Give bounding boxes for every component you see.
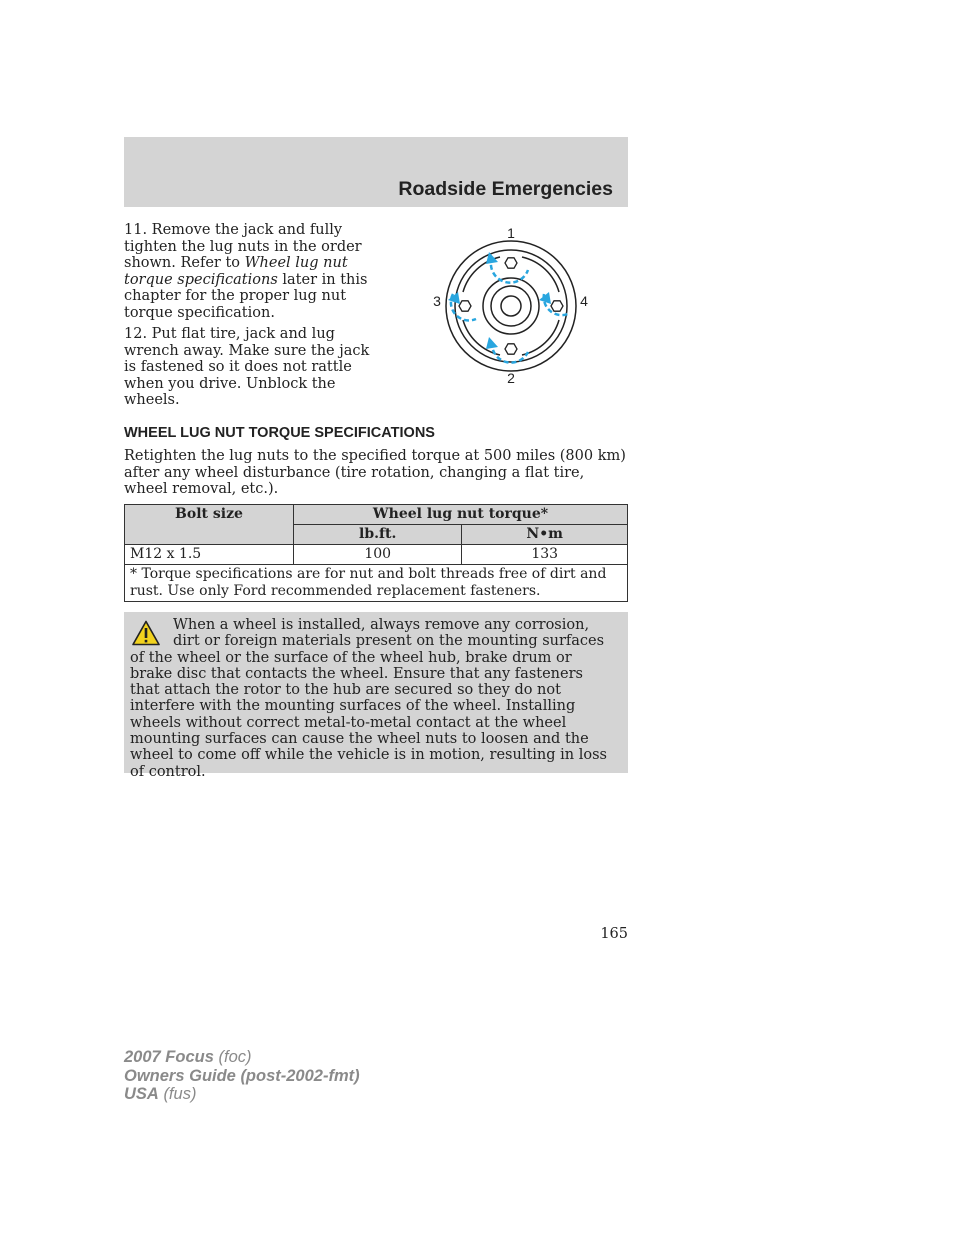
step-11-text-after: later in this chapter for the proper lug nut torque specification. (124, 271, 368, 321)
table-footnote: * Torque specifications are for nut and bolt threads free of dirt and rust. Use only Ford recommended replacement fasteners. (125, 565, 628, 602)
lug-nut-2 (505, 344, 517, 354)
diagram-label-3: 3 (433, 293, 441, 309)
step-12: 12. Put flat tire, jack and lug wrench away. Make sure the jack is fastened so it does not rattle when you drive. Unblock the wheels. (124, 326, 370, 408)
step-11-text-before: 11. Remove the jack and fully tighten the lug nuts in the order shown. Refer to (124, 222, 362, 271)
header-wheel-lug-nut-torque: Wheel lug nut torque* (294, 505, 628, 525)
cell-torque-lbft: 100 (294, 545, 462, 565)
warning-body: When a wheel is installed, always remove any corrosion, dirt or foreign materials present on the mounting surfaces of the wheel or the surface of the wheel hub, brake drum or brake disc that contacts the wheel. Ensure that any fasteners that attach the rotor to the hub are secured so they do not interfere with the mounting surfaces of the wheel. Installing wheels without correct metal-to-metal contact at the wheel mounting surfaces can cause the wheel nuts to loosen and the wheel to come off while the vehicle is in motion, resulting in loss of control. (130, 617, 607, 780)
footer-model-code: (foc) (218, 1048, 252, 1066)
lug-nut-1 (505, 258, 517, 268)
wheel-hub (491, 286, 531, 326)
wheel-center-bore (501, 296, 521, 316)
step-11 (124, 222, 384, 321)
cell-torque-nm: 133 (462, 545, 628, 565)
lug-nut-3 (459, 301, 471, 311)
page-number: 165 (600, 926, 628, 942)
section-heading: WHEEL LUG NUT TORQUE SPECIFICATIONS (124, 425, 435, 441)
table-footnote-row (125, 565, 628, 602)
table-header-row (125, 505, 628, 525)
cell-bolt-size: M12 x 1.5 (125, 545, 294, 565)
section-title: Roadside Emergencies (398, 178, 613, 200)
footer-market: USA (124, 1085, 159, 1103)
warning-text (130, 617, 616, 780)
footer-guide: Owners Guide (post-2002-fmt) (124, 1066, 360, 1085)
lug-nut-4 (551, 301, 563, 311)
diagram-label-2: 2 (507, 370, 515, 386)
header-unit-lbft: lb.ft. (294, 525, 462, 545)
footer-market-code: (fus) (163, 1085, 197, 1103)
document-footer (124, 1048, 360, 1104)
footer-model: 2007 Focus (124, 1048, 214, 1066)
diagram-label-1: 1 (507, 225, 515, 241)
diagram-label-4: 4 (580, 293, 588, 309)
header-unit-nm: N•m (462, 525, 628, 545)
lug-nut-tightening-diagram (420, 222, 600, 392)
torque-spec-table (124, 504, 628, 602)
step-11-reference: Wheel lug nut torque specifications (124, 255, 348, 288)
table-row (125, 545, 628, 565)
header-bolt-size: Bolt size (125, 505, 294, 545)
section-header-band (124, 137, 628, 207)
warning-box (124, 612, 628, 780)
section-intro: Retighten the lug nuts to the specified torque at 500 miles (800 km) after any wheel disturbance (tire rotation, changing a flat tire, wheel removal, etc.). (124, 448, 626, 497)
